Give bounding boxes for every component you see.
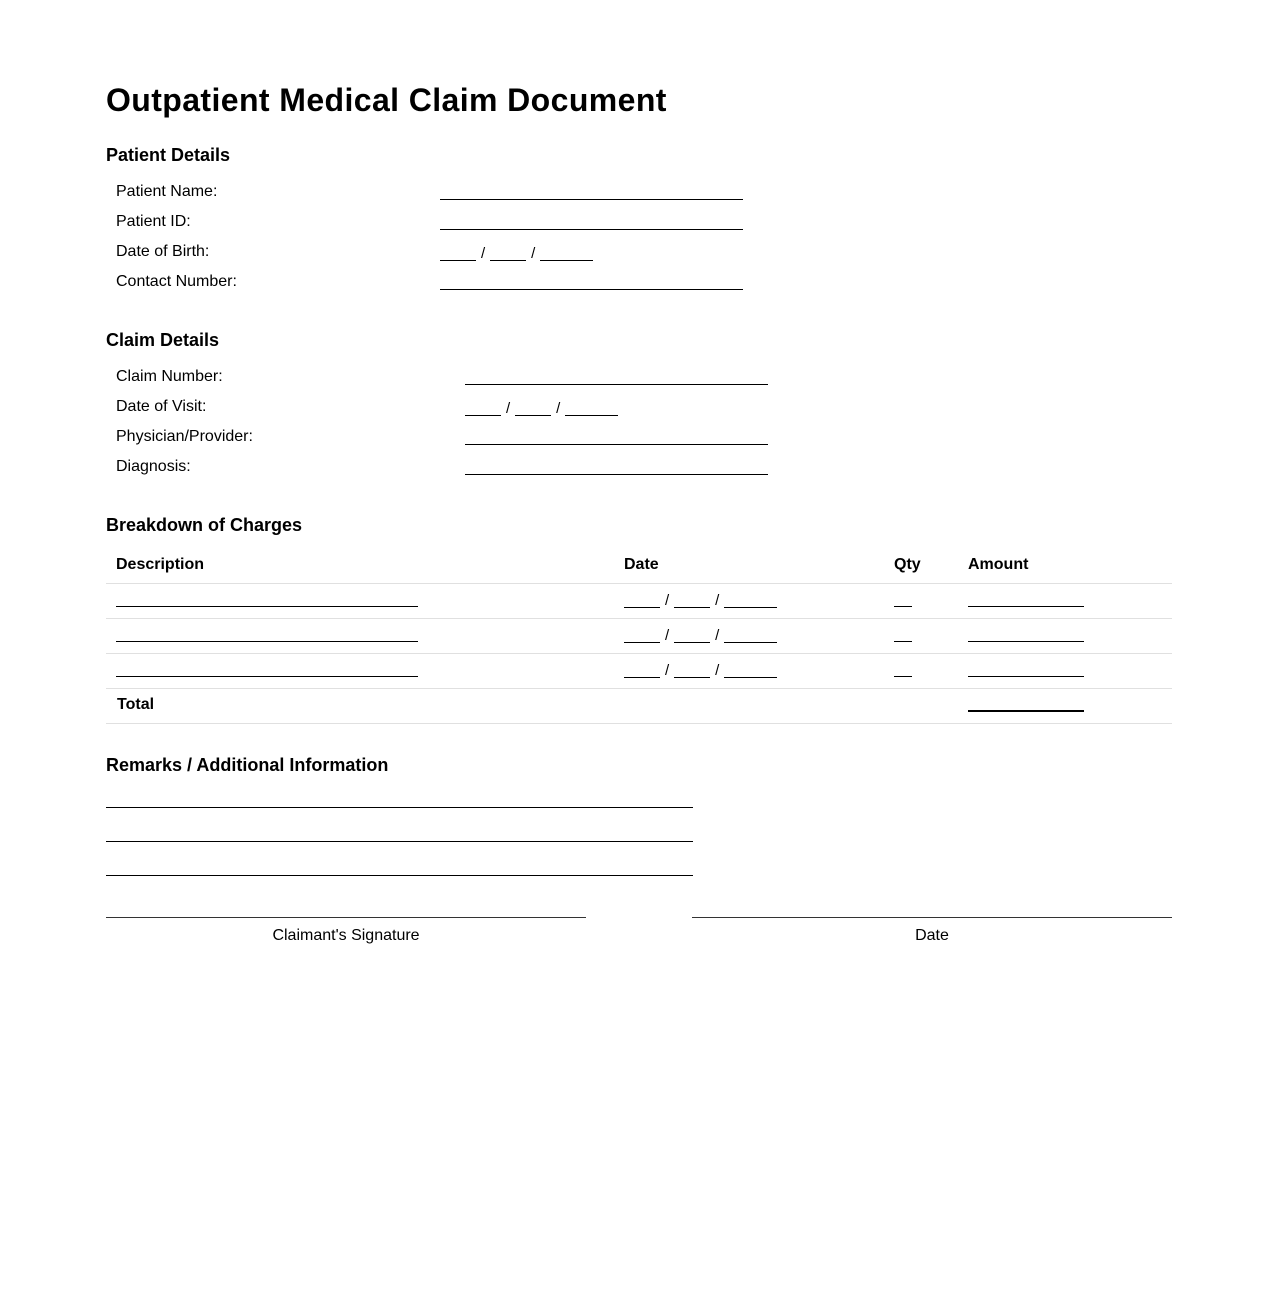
diagnosis-row: [106, 458, 1006, 488]
visit-day-field[interactable]: [515, 401, 551, 416]
patient-id-field[interactable]: [440, 229, 743, 230]
table-row: [106, 653, 1172, 689]
amount-field[interactable]: [968, 641, 1084, 642]
date-separator: /: [506, 400, 511, 417]
amount-field[interactable]: [968, 676, 1084, 677]
contact-number-field[interactable]: [440, 289, 743, 290]
remarks-line-1[interactable]: [106, 807, 693, 808]
charge-date-field[interactable]: [624, 628, 777, 643]
claimant-signature-line[interactable]: [106, 917, 586, 918]
patient-id-label: Patient ID:: [116, 213, 191, 230]
date-separator: /: [665, 627, 670, 644]
date-of-visit-row: [106, 398, 1006, 428]
charge-year-field[interactable]: [724, 593, 777, 608]
contact-number-row: [106, 273, 1006, 303]
remarks-heading: Remarks / Additional Information: [106, 755, 389, 775]
total-label: Total: [117, 696, 155, 713]
charge-day-field[interactable]: [674, 628, 710, 643]
contact-number-label: Contact Number:: [116, 273, 237, 290]
date-separator: /: [715, 592, 720, 609]
charge-month-field[interactable]: [624, 593, 660, 608]
table-row: [106, 583, 1172, 619]
column-header-amount: Amount: [968, 556, 1029, 573]
date-separator: /: [715, 627, 720, 644]
date-separator: /: [531, 245, 536, 262]
document-title: Outpatient Medical Claim Document: [106, 82, 667, 118]
charge-month-field[interactable]: [624, 628, 660, 643]
date-of-birth-row: [106, 243, 1006, 273]
description-field[interactable]: [116, 641, 418, 642]
date-separator: /: [665, 592, 670, 609]
claim-number-label: Claim Number:: [116, 368, 223, 385]
visit-month-field[interactable]: [465, 401, 501, 416]
remarks-line-3[interactable]: [106, 875, 693, 876]
physician-provider-row: [106, 428, 1006, 458]
patient-details-heading: Patient Details: [106, 145, 231, 165]
patient-name-field[interactable]: [440, 199, 743, 200]
charges-heading: Breakdown of Charges: [106, 515, 303, 535]
date-separator: /: [481, 245, 486, 262]
date-separator: /: [715, 662, 720, 679]
patient-name-label: Patient Name:: [116, 183, 218, 200]
date-of-birth-label: Date of Birth:: [116, 243, 210, 260]
signature-date-label: Date: [915, 927, 949, 944]
qty-field[interactable]: [894, 606, 912, 607]
patient-id-row: [106, 213, 1006, 243]
total-amount-field[interactable]: [968, 710, 1084, 712]
column-header-qty: Qty: [894, 556, 921, 573]
charge-day-field[interactable]: [674, 593, 710, 608]
qty-field[interactable]: [894, 676, 912, 677]
charge-day-field[interactable]: [674, 663, 710, 678]
remarks-line-2[interactable]: [106, 841, 693, 842]
claim-number-field[interactable]: [465, 384, 768, 385]
charge-year-field[interactable]: [724, 663, 777, 678]
column-header-date: Date: [624, 556, 659, 573]
diagnosis-label: Diagnosis:: [116, 458, 191, 475]
date-of-birth-field[interactable]: [440, 246, 593, 261]
physician-provider-label: Physician/Provider:: [116, 428, 253, 445]
amount-field[interactable]: [968, 606, 1084, 607]
signature-date-line[interactable]: [692, 917, 1172, 918]
description-field[interactable]: [116, 606, 418, 607]
visit-year-field[interactable]: [565, 401, 618, 416]
charge-date-field[interactable]: [624, 663, 777, 678]
date-of-visit-label: Date of Visit:: [116, 398, 207, 415]
date-separator: /: [665, 662, 670, 679]
dob-day-field[interactable]: [490, 246, 526, 261]
description-field[interactable]: [116, 676, 418, 677]
charge-month-field[interactable]: [624, 663, 660, 678]
claim-number-row: [106, 368, 1006, 398]
date-of-visit-field[interactable]: [465, 401, 618, 416]
dob-year-field[interactable]: [540, 246, 593, 261]
claim-details-heading: Claim Details: [106, 330, 220, 350]
claimant-signature-label: Claimant's Signature: [272, 927, 420, 944]
table-row: [106, 618, 1172, 654]
date-separator: /: [556, 400, 561, 417]
charge-year-field[interactable]: [724, 628, 777, 643]
table-header-row: [106, 548, 1172, 584]
total-row: [106, 688, 1172, 724]
patient-name-row: [106, 183, 1006, 213]
column-header-description: Description: [116, 556, 205, 573]
charge-date-field[interactable]: [624, 593, 777, 608]
physician-provider-field[interactable]: [465, 444, 768, 445]
dob-month-field[interactable]: [440, 246, 476, 261]
diagnosis-field[interactable]: [465, 474, 768, 475]
qty-field[interactable]: [894, 641, 912, 642]
